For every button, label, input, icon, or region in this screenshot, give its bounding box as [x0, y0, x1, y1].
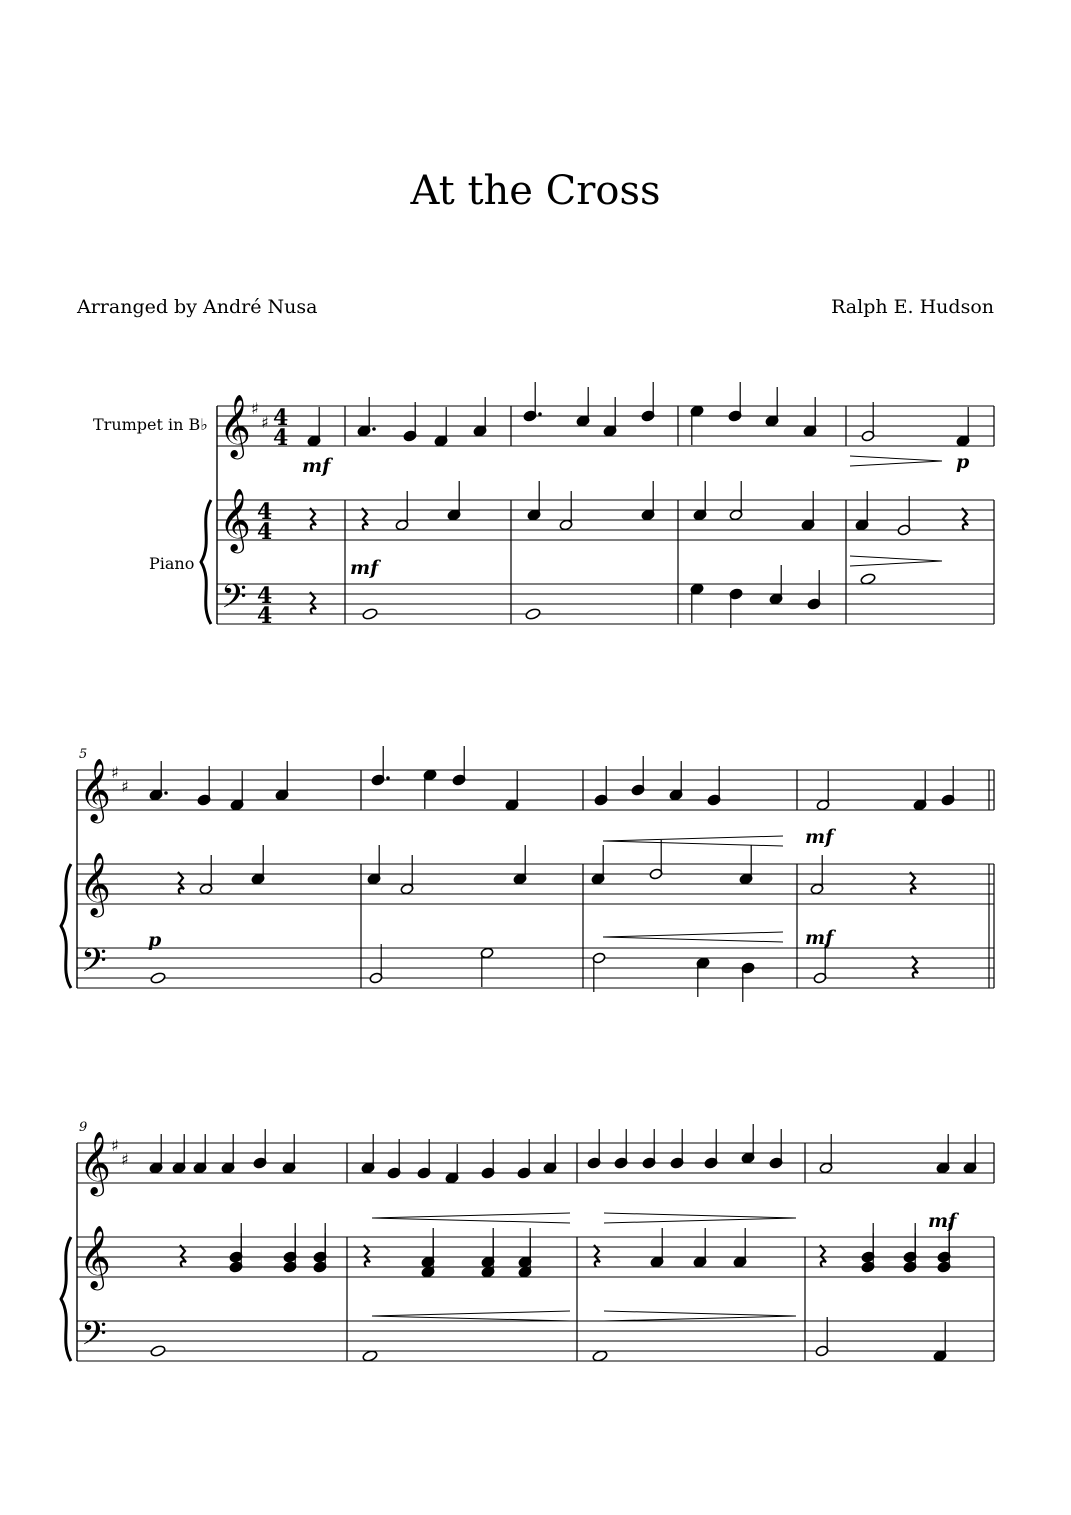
note: [861, 402, 875, 442]
hairpin-line: [603, 937, 783, 942]
note: [913, 771, 927, 811]
note: [421, 1228, 435, 1268]
bass-clef-icon: 𝄢: [81, 1315, 107, 1361]
note: [434, 407, 448, 447]
dynamic-mf-trumpet: mf: [302, 455, 331, 477]
crescendo-hairpin: [372, 1213, 570, 1223]
hairpin-line: [604, 1213, 796, 1218]
note: [956, 407, 970, 447]
note: [807, 570, 821, 610]
note: [729, 481, 743, 521]
note: [525, 608, 541, 621]
time-signature: [257, 499, 272, 545]
hairpin-line: [604, 1218, 796, 1223]
notehead: [362, 1350, 378, 1363]
note: [452, 746, 466, 786]
note: [199, 855, 213, 895]
quarter-rest: [362, 508, 368, 530]
quarter-rest: [310, 592, 316, 614]
hairpin-line: [372, 1218, 570, 1223]
piano-brace: [61, 864, 71, 988]
hairpin-line: [603, 836, 783, 841]
hairpin-line: [372, 1316, 570, 1321]
quarter-rest: [178, 872, 184, 894]
dot: [372, 427, 376, 431]
note: [933, 1322, 947, 1362]
rest-glyph: [178, 872, 184, 894]
note: [641, 382, 655, 422]
note: [803, 397, 817, 437]
time-signature: [273, 405, 288, 451]
piano-bass-staff: [77, 948, 994, 988]
decrescendo-hairpin: [604, 1311, 796, 1321]
note: [193, 1134, 207, 1174]
decrescendo-hairpin: [850, 556, 942, 566]
dynamic-mf-piano: mf: [350, 557, 379, 579]
decrescendo-hairpin: [850, 456, 942, 466]
crescendo-hairpin: [603, 836, 783, 846]
time-signature-bottom: 4: [273, 425, 289, 451]
note: [641, 481, 655, 521]
note: [172, 1134, 186, 1174]
measure-number: 5: [79, 747, 88, 762]
piano-bass-staff: [77, 1321, 994, 1361]
dynamic-mf-trumpet: mf: [805, 826, 834, 848]
quarter-rest: [594, 1245, 600, 1267]
note: [230, 771, 244, 811]
bass-clef-icon: 𝄢: [81, 942, 107, 988]
note: [149, 1134, 163, 1174]
note: [559, 491, 573, 531]
trumpet-label: Trumpet in B♭: [93, 415, 208, 434]
note: [819, 1134, 833, 1174]
note: [897, 496, 911, 536]
rest-glyph: [180, 1245, 186, 1267]
hairpin-line: [850, 461, 942, 466]
treble-clef-icon: 𝄞: [219, 394, 251, 457]
dynamic-p-piano: p: [148, 929, 162, 951]
treble-clef-icon: 𝄞: [79, 852, 111, 915]
piano-treble-staff: [217, 500, 994, 540]
quarter-rest: [180, 1245, 186, 1267]
sharp-icon: ♯: [251, 399, 259, 418]
hairpin-line: [850, 456, 942, 461]
trumpet-staff: [77, 1143, 994, 1183]
note: [403, 402, 417, 442]
note: [592, 1350, 608, 1363]
note: [642, 1129, 656, 1169]
time-signature-top: 4: [273, 405, 289, 431]
note: [941, 766, 955, 806]
note: [423, 769, 437, 809]
note: [543, 1134, 557, 1174]
piano-label: Piano: [149, 554, 195, 573]
time-signature-bottom: 4: [257, 603, 273, 629]
note: [690, 583, 704, 623]
note: [614, 1129, 628, 1169]
note: [816, 771, 830, 811]
note: [963, 1134, 977, 1174]
time-signature-bottom: 4: [257, 519, 273, 545]
note: [505, 771, 519, 811]
note: [741, 1124, 755, 1164]
notehead: [362, 608, 378, 621]
note: [855, 491, 869, 531]
hairpin-line: [372, 1213, 570, 1218]
note: [282, 1134, 296, 1174]
sharp-icon: ♯: [261, 413, 269, 432]
note: [728, 382, 742, 422]
note: [251, 845, 265, 885]
quarter-rest: [962, 508, 968, 530]
note: [307, 407, 321, 447]
note: [387, 1139, 401, 1179]
quarter-rest: [912, 956, 918, 978]
hairpin-line: [850, 556, 942, 561]
score-title: At the Cross: [410, 168, 661, 214]
note: [810, 855, 824, 895]
rest-glyph: [310, 508, 316, 530]
note: [362, 608, 378, 621]
note: [527, 481, 541, 521]
dot: [386, 776, 390, 780]
hairpin-line: [604, 1311, 796, 1316]
note: [690, 405, 704, 445]
hairpin-line: [603, 841, 783, 846]
note: [229, 1223, 243, 1263]
note: [765, 387, 779, 427]
dynamic-mf-trumpet: mf: [928, 1210, 957, 1232]
dynamic-mf-piano: mf: [805, 927, 834, 949]
treble-clef-icon: 𝄞: [79, 758, 111, 821]
note: [704, 1129, 718, 1169]
note: [253, 1129, 267, 1169]
quarter-rest: [310, 508, 316, 530]
note: [860, 573, 876, 586]
bass-clef-icon: 𝄢: [221, 578, 247, 624]
crescendo-hairpin: [372, 1311, 570, 1321]
rest-glyph: [362, 508, 368, 530]
note: [649, 840, 663, 880]
note: [313, 1223, 327, 1263]
note: [591, 845, 605, 885]
note: [650, 1228, 664, 1268]
sharp-icon: ♯: [121, 777, 129, 796]
note: [815, 1317, 829, 1357]
note: [729, 588, 743, 628]
measure-number: 9: [79, 1120, 88, 1135]
note: [861, 1223, 875, 1263]
note: [631, 756, 645, 796]
hairpin-line: [850, 561, 942, 566]
note: [149, 761, 168, 801]
rest-glyph: [364, 1245, 370, 1267]
composer-credit: Ralph E. Hudson: [831, 296, 994, 318]
note: [357, 397, 376, 437]
note: [693, 1228, 707, 1268]
note: [739, 845, 753, 885]
note: [447, 481, 461, 521]
note: [733, 1228, 747, 1268]
note: [369, 944, 383, 984]
note: [197, 766, 211, 806]
note: [576, 387, 590, 427]
notehead: [150, 972, 166, 985]
quarter-rest: [910, 872, 916, 894]
notehead: [525, 608, 541, 621]
note: [517, 1139, 531, 1179]
notehead: [150, 1345, 166, 1358]
note: [769, 565, 783, 605]
note: [367, 845, 381, 885]
piano-bass-staff: [217, 584, 994, 624]
trumpet-staff: [77, 770, 994, 810]
notehead: [592, 1350, 608, 1363]
note: [603, 397, 617, 437]
trumpet-staff: [217, 406, 994, 446]
note: [669, 761, 683, 801]
piano-brace: [201, 500, 211, 624]
note: [473, 397, 487, 437]
quarter-rest: [364, 1245, 370, 1267]
hairpin-line: [603, 932, 783, 937]
rest-glyph: [962, 508, 968, 530]
note: [696, 957, 710, 997]
note: [417, 1139, 431, 1179]
note: [769, 1129, 783, 1169]
note: [481, 1139, 495, 1179]
note: [594, 766, 608, 806]
note: [395, 491, 409, 531]
arranger-credit: Arranged by André Nusa: [77, 296, 318, 318]
rest-glyph: [910, 872, 916, 894]
rest-glyph: [912, 956, 918, 978]
hairpin-line: [372, 1311, 570, 1316]
sharp-icon: ♯: [111, 1136, 119, 1155]
note: [741, 962, 755, 1002]
piano-treble-staff: [77, 1237, 994, 1277]
note: [707, 766, 721, 806]
treble-clef-icon: 𝄞: [79, 1225, 111, 1288]
sharp-icon: ♯: [111, 763, 119, 782]
rest-glyph: [820, 1245, 826, 1267]
note: [362, 1350, 378, 1363]
note: [221, 1134, 235, 1174]
dot: [538, 412, 542, 416]
piano-brace: [61, 1237, 71, 1361]
treble-clef-icon: 𝄞: [79, 1131, 111, 1194]
time-signature-top: 4: [257, 583, 273, 609]
note: [813, 944, 827, 984]
crescendo-hairpin: [603, 932, 783, 942]
quarter-rest: [820, 1245, 826, 1267]
dot: [164, 791, 168, 795]
sharp-icon: ♯: [121, 1150, 129, 1169]
notehead: [860, 573, 876, 586]
treble-clef-icon: 𝄞: [219, 488, 251, 551]
note: [150, 972, 166, 985]
piano-treble-staff: [77, 864, 994, 904]
rest-glyph: [594, 1245, 600, 1267]
note: [150, 1345, 166, 1358]
note: [361, 1134, 375, 1174]
note: [693, 481, 707, 521]
note: [275, 761, 289, 801]
decrescendo-hairpin: [604, 1213, 796, 1223]
note: [670, 1129, 684, 1169]
dynamic-p-trumpet: p: [956, 451, 970, 473]
note: [801, 491, 815, 531]
note: [513, 845, 527, 885]
note: [936, 1134, 950, 1174]
hairpin-line: [604, 1316, 796, 1321]
note: [481, 1228, 495, 1268]
time-signature: [257, 583, 272, 629]
note: [445, 1144, 459, 1184]
time-signature-top: 4: [257, 499, 273, 525]
note: [587, 1129, 601, 1169]
note: [283, 1223, 297, 1263]
rest-glyph: [310, 592, 316, 614]
note: [518, 1228, 532, 1268]
note: [903, 1223, 917, 1263]
note: [400, 855, 414, 895]
note: [592, 952, 606, 992]
note: [480, 947, 494, 987]
